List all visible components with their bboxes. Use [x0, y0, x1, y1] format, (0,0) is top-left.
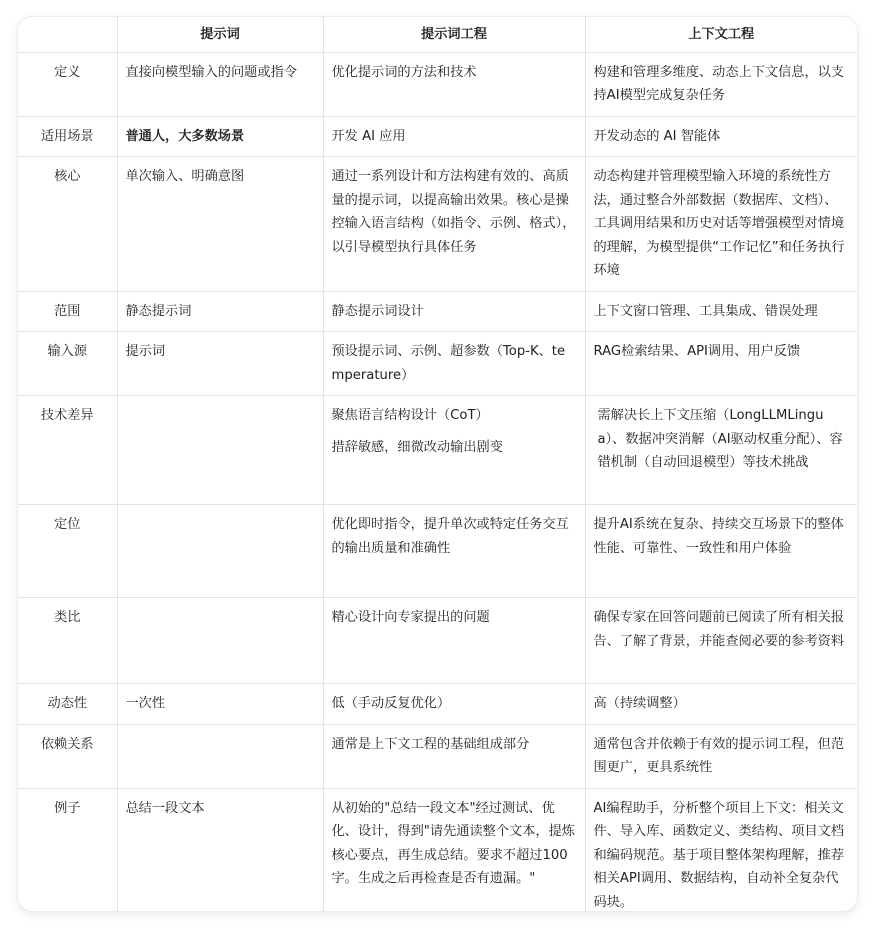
- table-row: [18, 52, 857, 116]
- cell-context-engineering: 构建和管理多维度、动态上下文信息，以支持AI模型完成复杂任务: [585, 52, 857, 116]
- cell-prompt: [117, 724, 323, 788]
- cell-context-engineering: 上下文窗口管理、工具集成、错误处理: [585, 291, 857, 332]
- cell-context-engineering: 高（持续调整）: [585, 684, 857, 725]
- cell-prompt-engineering: 优化提示词的方法和技术: [323, 52, 585, 116]
- table-row: [18, 598, 857, 684]
- row-label: 定位: [18, 505, 117, 598]
- row-label: 动态性: [18, 684, 117, 725]
- cell-prompt: 单次输入、明确意图: [117, 157, 323, 292]
- comparison-table: [18, 17, 857, 911]
- header-corner: [18, 17, 117, 52]
- row-label: 定义: [18, 52, 117, 116]
- cell-context-engineering: 提升AI系统在复杂、持续交互场景下的整体性能、可靠性、一致性和用户体验: [585, 505, 857, 598]
- table-row: [18, 788, 857, 911]
- table-row: [18, 291, 857, 332]
- cell-context-engineering: 确保专家在回答问题前已阅读了所有相关报告、了解了背景，并能查阅必要的参考资料: [585, 598, 857, 684]
- row-label: 输入源: [18, 332, 117, 396]
- row-label: 核心: [18, 157, 117, 292]
- row-label: 技术差异: [18, 396, 117, 505]
- cell-prompt: [117, 505, 323, 598]
- table-header-row: [18, 17, 857, 52]
- header-prompt: 提示词: [117, 17, 323, 52]
- cell-prompt-engineering: 低（手动反复优化）: [323, 684, 585, 725]
- cell-prompt: 总结一段文本: [117, 788, 323, 911]
- cell-context-engineering: 需解决长上下文压缩（LongLLMLingua）、数据冲突消解（AI驱动权重分配）、容错机制（自动回退模型）等技术挑战: [585, 396, 857, 505]
- cell-paragraph: 措辞敏感，细微改动输出剧变: [331, 439, 503, 455]
- table-row: [18, 505, 857, 598]
- table-row: [18, 157, 857, 292]
- cell-context-engineering: RAG检索结果、API调用、用户反馈: [585, 332, 857, 396]
- header-context-engineering: 上下文工程: [585, 17, 857, 52]
- cell-prompt: [117, 598, 323, 684]
- cell-prompt: 静态提示词: [117, 291, 323, 332]
- cell-prompt-engineering: 通过一系列设计和方法构建有效的、高质量的提示词，以提高输出效果。核心是操控输入语言结构（如指令、示例、格式），以引导模型执行具体任务: [323, 157, 585, 292]
- table-row: [18, 724, 857, 788]
- cell-prompt: 提示词: [117, 332, 323, 396]
- cell-prompt: 直接向模型输入的问题或指令: [117, 52, 323, 116]
- table-row: [18, 332, 857, 396]
- row-label: 范围: [18, 291, 117, 332]
- cell-prompt-engineering: 通常是上下文工程的基础组成部分: [323, 724, 585, 788]
- cell-prompt-engineering: 开发 AI 应用: [323, 116, 585, 157]
- cell-context-engineering: 动态构建并管理模型输入环境的系统性方法，通过整合外部数据（数据库、文档）、工具调用结果和历史对话等增强模型对情境的理解，为模型提供“工作记忆”和任务执行环境: [585, 157, 857, 292]
- table-row: [18, 116, 857, 157]
- cell-prompt: 一次性: [117, 684, 323, 725]
- row-label: 适用场景: [18, 116, 117, 157]
- cell-prompt: [117, 396, 323, 505]
- cell-prompt-engineering: 从初始的"总结一段文本"经过测试、优化、设计，得到"请先通读整个文本，提炼核心要点，再生成总结。要求不超过100字。生成之后再检查是否有遗漏。": [323, 788, 585, 911]
- cell-prompt-engineering: 精心设计向专家提出的问题: [323, 598, 585, 684]
- cell-prompt-engineering: 预设提示词、示例、超参数（Top-K、temperature）: [323, 332, 585, 396]
- table-row: [18, 684, 857, 725]
- cell-prompt-engineering: [323, 396, 585, 505]
- header-prompt-engineering: 提示词工程: [323, 17, 585, 52]
- cell-prompt: 普通人，大多数场景: [117, 116, 323, 157]
- row-label: 例子: [18, 788, 117, 911]
- cell-context-engineering: AI编程助手，分析整个项目上下文：相关文件、导入库、函数定义、类结构、项目文档和编码规范。基于项目整体架构理解，推荐相关API调用、数据结构，自动补全复杂代码块。: [593, 800, 845, 910]
- comparison-card: [18, 17, 857, 911]
- cell-prompt-engineering: 静态提示词设计: [323, 291, 585, 332]
- cell-context-engineering: 通常包含并依赖于有效的提示词工程，但范围更广，更具系统性: [585, 724, 857, 788]
- row-label: 依赖关系: [18, 724, 117, 788]
- row-label: 类比: [18, 598, 117, 684]
- cell-paragraph: 聚焦语言结构设计（CoT）: [331, 408, 489, 423]
- cell-prompt-engineering: 优化即时指令，提升单次或特定任务交互的输出质量和准确性: [323, 505, 585, 598]
- table-row: [18, 396, 857, 505]
- cell-context-engineering: 开发动态的 AI 智能体: [585, 116, 857, 157]
